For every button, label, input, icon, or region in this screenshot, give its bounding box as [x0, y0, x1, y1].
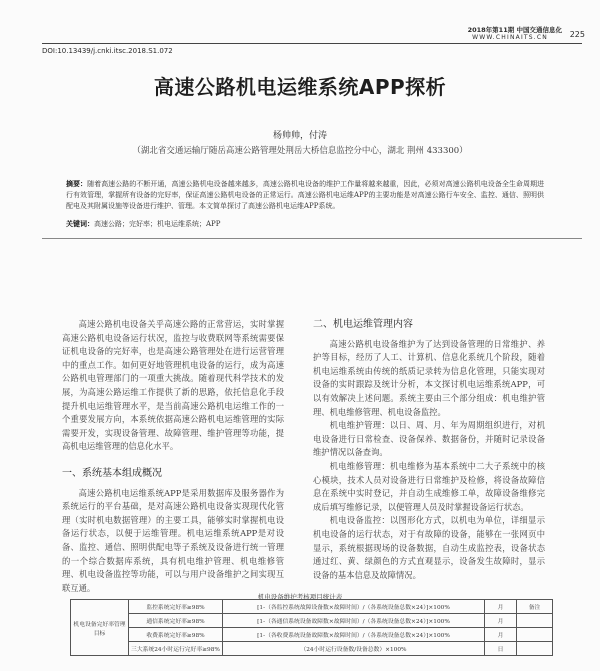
table-cell-frequency: 月 [485, 628, 517, 642]
keywords [66, 219, 544, 229]
table-cell-note [517, 614, 553, 628]
affiliation: （湖北省交通运输厅随岳高速公路管理处荆岳大桥信息监控分中心，湖北 荆州 433300） [132, 146, 468, 156]
right-column [313, 318, 545, 582]
table-cell-item: 监控系统完好率≥98% [129, 600, 223, 614]
keywords-label: 关键词： [66, 219, 94, 228]
section-2-paragraph-4: 机电设备监控：以图形化方式，以机电为单位，详细显示机电设备的运行状态，对于有故障的设备，能够在一张网页中显示，系统根据现场的设备数据，自动生成监控表，设备状态通过红、黄、绿颜色的方式直观显示，设备发生故障时，显示设备的基本信息及故障情况。 [313, 515, 545, 580]
section-2-paragraph-3: 机电维修管理：机电维修为基本系统中二大子系统中的核心模块，技术人员对设备进行日常维护及检修，将设备故障信息在系统中实时登记，并自动生成维修工单，故障设备维修完成后填写维修记录，以便管理人员及时掌握设备运行状态。 [313, 460, 545, 512]
section-2-paragraph-1: 高速公路机电设备维护为了达到设备管理的日常维护、养护等目标，经历了人工、计算机、信息化系统几个阶段，随着机电运维系统由传统的纸质记录转为信息化管理，只能实现对设备的实时跟踪及统计分析，本文探讨机电运维系统APP，可以有效解决上述问题。系统主要由三个部分组成：机电维护管理、机电维修管理、机电设备监控。 [313, 338, 545, 417]
table-row [71, 642, 553, 656]
doi: DOI:10.13439/j.cnki.itsc.2018.S1.072 [42, 47, 173, 55]
table-cell-frequency: 月 [485, 614, 517, 628]
table-cell-frequency: 日 [485, 642, 517, 656]
authors: 杨帅帅，付涛 [272, 131, 327, 141]
header-rule [42, 43, 582, 44]
journal-website: WWW.CHINAITS.CN [472, 34, 548, 41]
table-cell-item: 三大系统24小时运行完好率≥98% [129, 642, 223, 656]
abstract-text: 随着高速公路的不断开通，高速公路机电设备越来越多，高速公路机电设备的维护工作量将越来越重，因此，必须对高速公路机电设备全生命周期进行有效管理，掌握所有设备的完好率，保证高速公路机电设备的正常运行。高速公路机电运维APP的主要功能是对高速公路行车安全、监控、通信、照明供配电及其附属设施等设备进行维护、管理。本文简单探讨了高速公路机电运维APP系统。 [66, 180, 545, 210]
table-group-cell: 机电设备完好率管理目标 [71, 600, 129, 656]
journal-name: 2018年第11期 中国交通信息化 [467, 26, 562, 34]
paper-title: 高速公路机电运维系统APP探析 [153, 75, 447, 99]
abstract-label: 摘要： [66, 179, 88, 188]
abstract [66, 178, 544, 212]
section-1-paragraph: 高速公路机电运维系统APP是采用数据库及服务器作为系统运行的平台基础，是对高速公路机电设备实现现代化管理（实时机电数据管理）的主要工具，能够实时掌握机电设备运行状态，以便于运维管理。机电运维系统APP是对设备、监控、通信、照明供配电等子系统及设备进行统一管理的一个综合数据库系统，具有机电维护管理、机电维修管理、机电设备监控等功能，可以与用户设备维护之间实现互联互通。 [62, 487, 284, 593]
table-row [71, 600, 553, 614]
table-cell-note: 备注 [517, 600, 553, 614]
section-2-paragraph-2: 机电维护管理：以日、周、月、年为周期组织进行，对机电设备进行日常检查、设备保养、数据备份，并随时记录设备维护情况以备查询。 [313, 420, 545, 458]
table-cell-formula: [1-（各监控系统故障设备数×故障时间）/（各系统设备总数×24）]×100% [223, 600, 485, 614]
left-column [62, 318, 284, 595]
maintenance-table [70, 599, 553, 656]
table-cell-formula: [1-（各收费系统设备故障数×故障时间）/（各系统设备总数×24）]×100% [223, 628, 485, 642]
table-cell-formula: [1-（各通信系统设备故障数×故障时间）/（各系统设备总数×24）]×100% [223, 614, 485, 628]
section-heading-2: 二、机电运维管理内容 [313, 319, 413, 330]
section-heading-1: 一、系统基本组成概况 [62, 467, 162, 479]
intro-paragraph: 高速公路机电设备关乎高速公路的正常营运，实时掌握高速公路机电设备运行状况，监控与收费联网等系统需要保证机电设备的完好率，也是高速公路管理处在进行运营管理中的重点工作。如何更好地管理机电设备的运行，成为高速公路机电管理部门的一项重大挑战。随着现代科学技术的发展，为高速公路运维工作提供了新的思路，依托信息化手段提升机电运维管理水平，是当前高速公路机电运维工作的一个重要发展方向，本系统依据高速公路机电运维管理的实际需要开发，实现设备管理、故障管理、维护管理等功能，提高机电运维管理的信息化水平。 [62, 319, 284, 452]
table-cell-note [517, 642, 553, 656]
table-row [71, 628, 553, 642]
table-caption: 机电设备维护考核项目统计表 [257, 593, 343, 601]
table-cell-item: 收费系统完好率≥98% [129, 628, 223, 642]
table-row [71, 614, 553, 628]
table-cell-formula: （24小时运行设备数/设备总数）×100% [223, 642, 485, 656]
table-cell-note [517, 628, 553, 642]
table-cell-frequency: 月 [485, 600, 517, 614]
keywords-text: 高速公路；完好率；机电运维系统；APP [94, 220, 221, 228]
table-cell-item: 通信系统完好率≥98% [129, 614, 223, 628]
abstract-rule [42, 238, 582, 239]
page-number: 225 [569, 30, 585, 39]
